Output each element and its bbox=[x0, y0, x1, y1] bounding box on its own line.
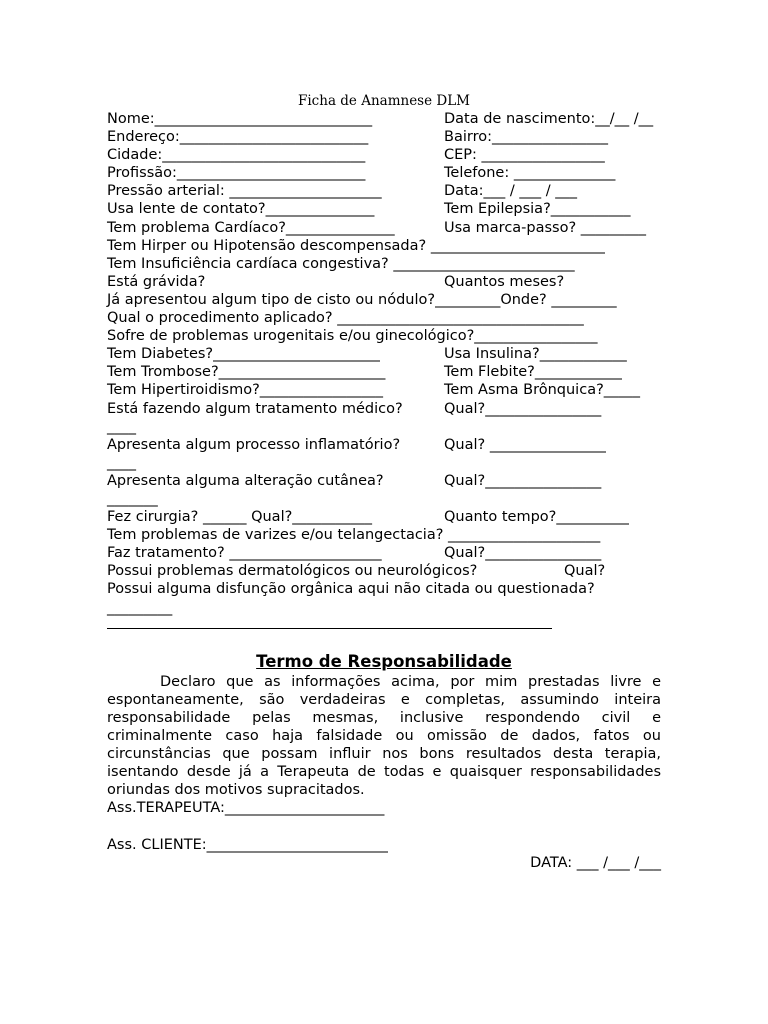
therapist-signature[interactable]: Ass.TERAPEUTA:______________________ bbox=[107, 800, 385, 817]
field-left: Sofre de problemas urogenitais e/ou ginecológico?_________________ bbox=[107, 328, 598, 345]
field-left: Faz tratamento? _____________________ bbox=[107, 545, 382, 562]
form-row[interactable] bbox=[107, 219, 661, 237]
field-right: Qual?________________ bbox=[444, 400, 602, 417]
full-width-rule bbox=[107, 617, 661, 635]
field-left: _________ bbox=[107, 599, 173, 616]
field-left: Apresenta algum processo inflamatório? bbox=[107, 436, 401, 453]
field-right: Quanto tempo?__________ bbox=[444, 509, 629, 526]
field-left: Cidade:____________________________ bbox=[107, 147, 366, 164]
field-right: Usa marca-passo? _________ bbox=[444, 219, 647, 236]
field-left: Pressão arterial: _____________________ bbox=[107, 183, 382, 200]
field-right: Usa Insulina?____________ bbox=[444, 346, 627, 363]
form-row[interactable] bbox=[107, 418, 661, 436]
form-row[interactable] bbox=[107, 381, 661, 399]
field-left: Tem Diabetes?_______________________ bbox=[107, 346, 380, 363]
form-row[interactable] bbox=[107, 273, 661, 291]
field-left: Tem Hirper ou Hipotensão descompensada? ________________________ bbox=[107, 237, 605, 254]
anamnesis-form bbox=[107, 92, 661, 872]
field-right: Telefone: ______________ bbox=[444, 165, 616, 182]
field-left: Fez cirurgia? ______ Qual?___________ bbox=[107, 509, 373, 526]
field-left: Tem Trombose?_______________________ bbox=[107, 364, 386, 381]
field-left: Possui alguma disfunção orgânica aqui não citada ou questionada? bbox=[107, 581, 595, 598]
form-row[interactable] bbox=[107, 526, 661, 544]
form-row[interactable] bbox=[107, 436, 661, 454]
field-right: Qual?________________ bbox=[444, 472, 602, 489]
signature-date[interactable]: DATA: ___ /___ /___ bbox=[530, 854, 661, 871]
form-title: Ficha de Anamnese DLM bbox=[298, 93, 470, 109]
field-left: Está fazendo algum tratamento médico? bbox=[107, 400, 403, 417]
field-left: Está grávida? bbox=[107, 273, 206, 290]
field-right: Data:___ / ___ / ___ bbox=[444, 183, 577, 200]
form-row[interactable] bbox=[107, 291, 661, 309]
form-row[interactable] bbox=[107, 544, 661, 562]
form-row[interactable] bbox=[107, 200, 661, 218]
form-row[interactable] bbox=[107, 345, 661, 363]
field-left: Tem Hipertiroidismo?_________________ bbox=[107, 382, 384, 399]
field-left: ____ bbox=[107, 418, 136, 435]
field-left: Tem problemas de varizes e/ou telangectacia? _____________________ bbox=[107, 527, 601, 544]
field-left: Nome:______________________________ bbox=[107, 111, 373, 127]
form-row[interactable] bbox=[107, 454, 661, 472]
form-fields bbox=[107, 110, 661, 617]
field-left: _______ bbox=[107, 490, 158, 507]
form-row[interactable] bbox=[107, 472, 661, 490]
field-right: Tem Epilepsia?___________ bbox=[444, 201, 631, 218]
term-title: Termo de Responsabilidade bbox=[256, 651, 512, 671]
form-row[interactable] bbox=[107, 309, 661, 327]
field-left: Tem problema Cardíaco?_______________ bbox=[107, 219, 395, 236]
field-left: Usa lente de contato?_______________ bbox=[107, 201, 375, 218]
form-row[interactable] bbox=[107, 400, 661, 418]
form-row[interactable] bbox=[107, 146, 661, 164]
field-left: Já apresentou algum tipo de cisto ou nódulo?_________Onde? _________ bbox=[107, 291, 617, 308]
field-left: Endereço:__________________________ bbox=[107, 129, 369, 146]
field-right: Qual? bbox=[564, 563, 606, 580]
form-row[interactable] bbox=[107, 363, 661, 381]
form-row[interactable] bbox=[107, 599, 661, 617]
field-right: Tem Flebite?____________ bbox=[444, 364, 622, 381]
form-row[interactable] bbox=[107, 237, 661, 255]
client-signature[interactable]: Ass. CLIENTE:_________________________ bbox=[107, 836, 388, 853]
field-right: Qual?________________ bbox=[444, 545, 602, 562]
form-row[interactable] bbox=[107, 255, 661, 273]
field-right: Qual? ________________ bbox=[444, 436, 606, 453]
field-left: Profissão:__________________________ bbox=[107, 165, 366, 182]
field-left: Possui problemas dermatológicos ou neurológicos? bbox=[107, 563, 478, 580]
field-right: Bairro:________________ bbox=[444, 129, 608, 146]
field-right: Tem Asma Brônquica?_____ bbox=[444, 382, 641, 399]
form-row[interactable] bbox=[107, 182, 661, 200]
field-right: Quantos meses? bbox=[444, 273, 565, 290]
field-left: ____ bbox=[107, 454, 136, 471]
form-row[interactable] bbox=[107, 580, 661, 598]
form-row[interactable] bbox=[107, 490, 661, 508]
form-row[interactable] bbox=[107, 562, 661, 580]
form-row[interactable] bbox=[107, 164, 661, 182]
term-paragraph: Declaro que as informações acima, por mim prestadas livre e espontaneamente, são verdadeiras e completas, assumindo inteira responsabilidade pelas mesmas, inclusive respondendo civil e criminalmente caso haja falsidade ou omissão de dados, fatos ou circunstâncias que possam influir nos bons resultados desta terapia, isentando desde já a Terapeuta de todas e quaisquer responsabilidades oriundas dos motivos supracitados. bbox=[107, 673, 661, 799]
form-row[interactable] bbox=[107, 110, 661, 128]
form-row[interactable] bbox=[107, 508, 661, 526]
form-row[interactable] bbox=[107, 128, 661, 146]
field-right: CEP: _________________ bbox=[444, 147, 605, 164]
form-row[interactable] bbox=[107, 327, 661, 345]
field-left: Tem Insuficiência cardíaca congestiva? _________________________ bbox=[107, 255, 575, 272]
field-left: Apresenta alguma alteração cutânea? bbox=[107, 472, 384, 489]
field-right: Data de nascimento:__/__ /__ bbox=[444, 111, 654, 127]
field-left: Qual o procedimento aplicado? __________________________________ bbox=[107, 310, 584, 327]
